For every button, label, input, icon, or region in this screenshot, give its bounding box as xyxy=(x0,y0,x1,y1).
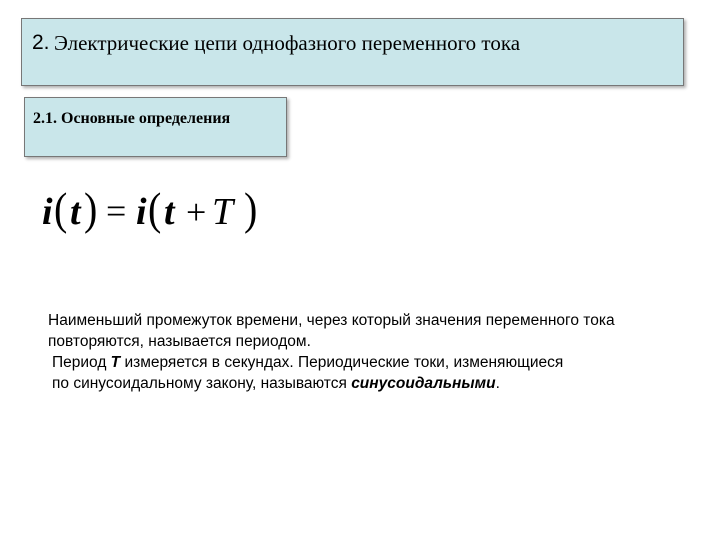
paragraph-line-4 xyxy=(48,373,718,394)
line3-text-a: Период xyxy=(52,354,111,371)
formula-close-paren-2: ) xyxy=(244,184,258,235)
section-number: 2. xyxy=(32,31,50,54)
formula-plus: + xyxy=(186,192,207,232)
formula-equals: = xyxy=(106,191,127,231)
sinusoidal-term: синусоидальными xyxy=(351,375,496,392)
line4-text-a: по синусоидальному закону, называются xyxy=(52,375,352,392)
formula-open-paren-1: ( xyxy=(54,184,68,235)
formula-i-1: i xyxy=(42,191,53,233)
periodicity-formula xyxy=(40,184,270,244)
paragraph-line-2: повторяются, называется периодом. xyxy=(48,333,311,350)
formula-close-paren-1: ) xyxy=(84,184,98,235)
section-title-banner xyxy=(21,18,684,86)
period-symbol: T xyxy=(110,354,121,371)
line4-text-b: . xyxy=(495,375,500,392)
definition-paragraph xyxy=(48,310,718,394)
formula-open-paren-2: ( xyxy=(148,184,162,235)
formula-T: T xyxy=(212,191,234,233)
formula-i-2: i xyxy=(136,191,147,233)
formula-t-2: t xyxy=(164,191,175,233)
paragraph-line-1: Наименьший промежуток времени, через который значения переменного тока xyxy=(48,312,615,329)
section-title: Электрические цепи однофазного переменного тока xyxy=(54,31,521,55)
paragraph-line-3 xyxy=(48,352,718,373)
subsection-title: 2.1. Основные определения xyxy=(33,110,231,127)
formula-t-1: t xyxy=(70,191,81,233)
subsection-title-banner xyxy=(24,97,287,157)
line3-text-b: измеряется в секундах. Периодические токи, изменяющиеся xyxy=(120,354,564,371)
